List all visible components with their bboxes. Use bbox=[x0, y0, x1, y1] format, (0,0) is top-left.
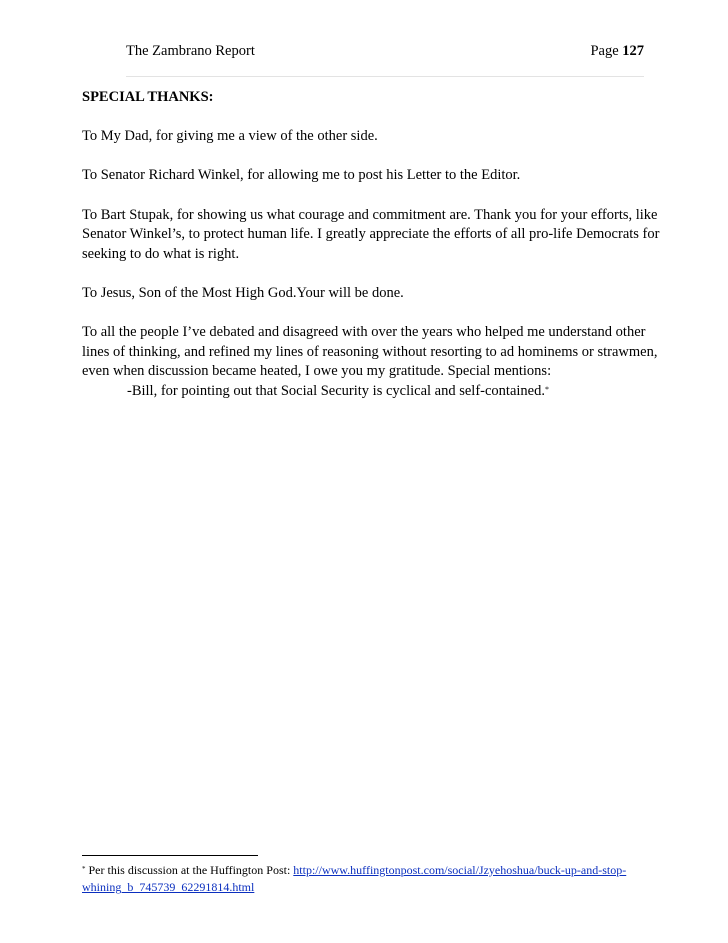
section-heading: SPECIAL THANKS: bbox=[82, 89, 214, 105]
footnote-link[interactable]: http://www.huffingtonpost.com/social/Jzyehoshua/buck-up-and-stop-whining_b_745739_62291814.html bbox=[82, 863, 627, 894]
header-divider bbox=[126, 76, 644, 77]
paragraph-debaters: To all the people I’ve debated and disagreed with over the years who helped me understand other lines of thinking, and refined my lines of reasoning without resorting to ad hominems or strawmen, even when discussion became heated, I owe you my gratitude. Special mentions: bbox=[82, 324, 658, 380]
paragraph-stupak: To Bart Stupak, for showing us what courage and commitment are. Thank you for your efforts, like Senator Winkel’s, to protect human life. I greatly appreciate the efforts of all pro-life Democrats for seeking to do what is right. bbox=[82, 206, 660, 262]
footnote-reference[interactable]: * bbox=[544, 384, 549, 394]
footnote-text: Per this discussion at the Huffington Post: bbox=[85, 863, 294, 877]
footnote-marker: * bbox=[82, 865, 86, 873]
footnote bbox=[82, 862, 662, 896]
paragraph-winkel: To Senator Richard Winkel, for allowing me to post his Letter to the Editor. bbox=[82, 167, 521, 184]
page-number: 127 bbox=[622, 43, 644, 59]
footnote-divider bbox=[82, 855, 258, 856]
paragraph-jesus: To Jesus, Son of the Most High God.Your will be done. bbox=[82, 284, 404, 301]
page-number-label bbox=[590, 43, 644, 60]
page-label: Page bbox=[590, 43, 619, 59]
special-mention-text: -Bill, for pointing out that Social Security is cyclical and self-contained. bbox=[127, 382, 545, 399]
page-header bbox=[126, 43, 644, 63]
document-title: The Zambrano Report bbox=[126, 43, 255, 59]
paragraph-dad: To My Dad, for giving me a view of the other side. bbox=[82, 128, 378, 145]
main-content bbox=[82, 88, 662, 421]
special-mention-bill bbox=[82, 382, 662, 402]
